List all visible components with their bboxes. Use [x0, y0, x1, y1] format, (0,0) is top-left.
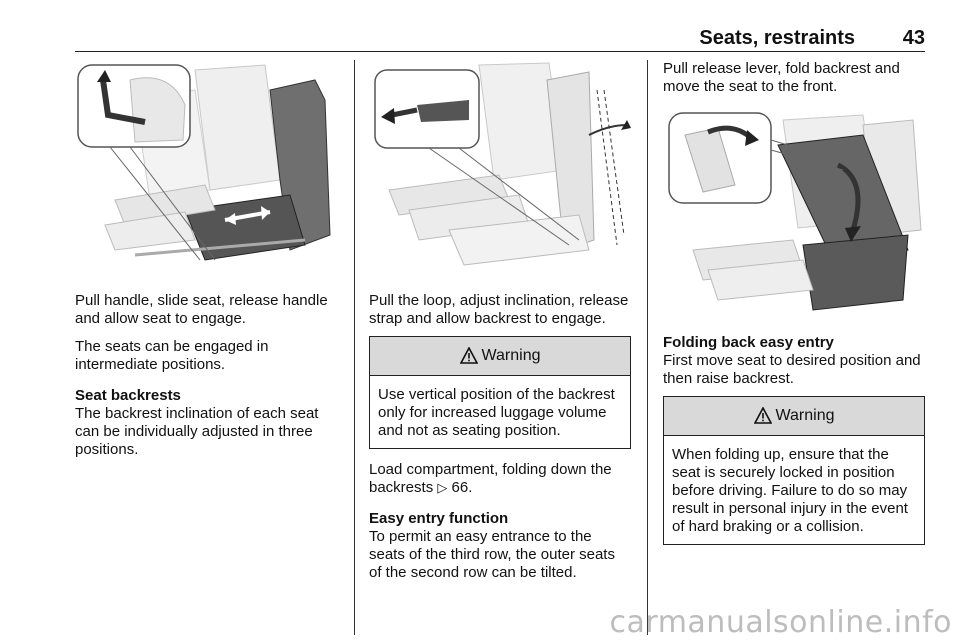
- body-paragraph: First move seat to desired position and then raise backrest.: [663, 352, 921, 387]
- page-number: 43: [902, 27, 925, 49]
- subheading: Seat backrests: [75, 387, 181, 404]
- warning-body: When folding up, ensure that the seat is securely locked in position before driving. Failure to do so may result in personal injury in the event of hard braking or a collision.: [672, 446, 908, 535]
- section-title: Seats, restraints: [699, 27, 855, 49]
- body-paragraph: The backrest inclination of each seat can be individually adjusted in three positions.: [75, 405, 319, 458]
- column-2: [369, 60, 631, 582]
- subheading: Easy entry function: [369, 510, 509, 527]
- warning-title: Warning: [481, 347, 541, 364]
- body-paragraph: Pull the loop, adjust inclination, release strap and allow backrest to engage.: [369, 292, 629, 327]
- body-paragraph: Pull release lever, fold backrest and move the seat to the front.: [663, 60, 900, 95]
- page-reference: 66.: [451, 479, 473, 496]
- warning-triangle-icon: [460, 347, 478, 365]
- warning-box: [663, 396, 925, 545]
- body-paragraph: Pull handle, slide seat, release handle and allow seat to engage.: [75, 292, 328, 327]
- seat-slide-illustration: [75, 60, 343, 272]
- easy-entry-illustration: [663, 110, 925, 322]
- column-divider-left: [354, 60, 355, 635]
- page-header: [75, 25, 925, 52]
- warning-body: Use vertical position of the backrest only for increased luggage volume and not as seating position.: [378, 386, 615, 439]
- body-paragraph: Load compartment, folding down the backrests ▷ 66.: [369, 461, 612, 496]
- column-1: [75, 60, 343, 459]
- column-3: [663, 60, 925, 545]
- watermark: carmanualsonline.info: [609, 605, 952, 640]
- body-paragraph: To permit an easy entrance to the seats of the third row, the outer seats of the second row can be tilted.: [369, 528, 615, 581]
- column-divider-right: [647, 60, 648, 635]
- page-reference-arrow-icon: ▷: [437, 480, 448, 495]
- subheading: Folding back easy entry: [663, 334, 834, 351]
- warning-title-bar: [664, 397, 924, 436]
- body-paragraph: The seats can be engaged in intermediate positions.: [75, 338, 269, 373]
- warning-title-bar: [370, 337, 630, 376]
- warning-box: [369, 336, 631, 449]
- backrest-inclination-illustration: [369, 60, 631, 272]
- warning-title: Warning: [775, 407, 835, 424]
- warning-triangle-icon: [754, 407, 772, 425]
